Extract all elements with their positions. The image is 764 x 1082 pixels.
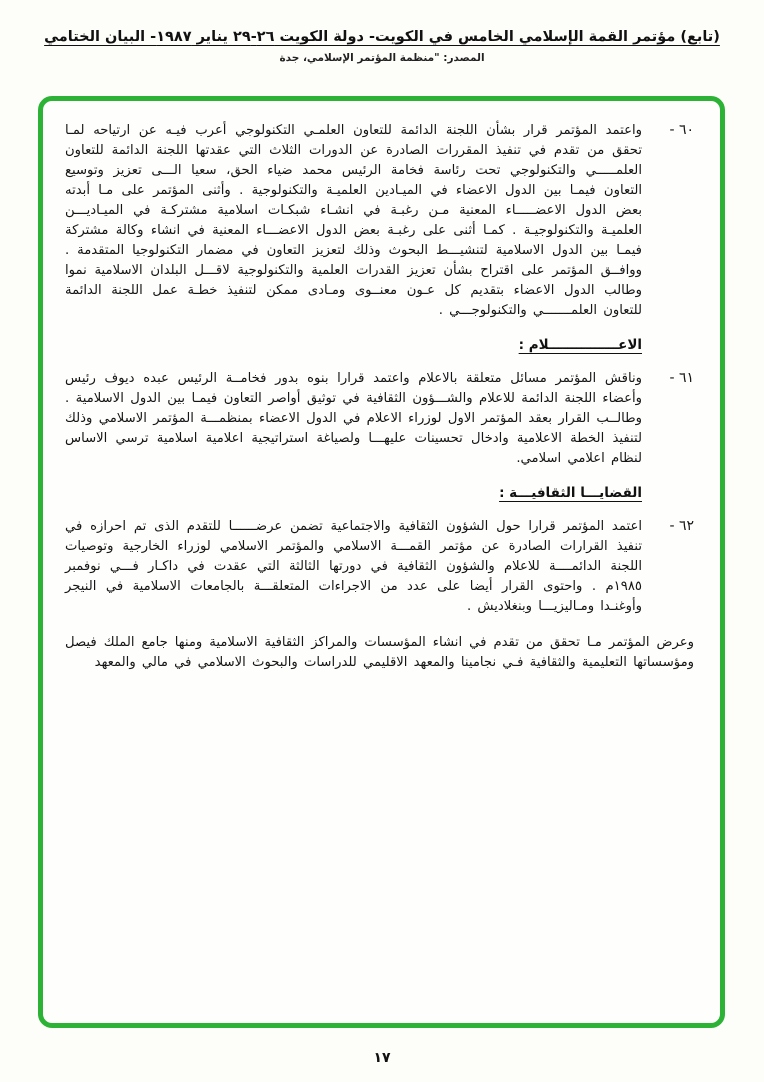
paragraph-61-number: ٦١ -	[669, 370, 694, 386]
paragraph-60	[65, 121, 694, 321]
header-title: (تابع) مؤتمر القمة الإسلامي الخامس في الكويت- دولة الكويت ٢٦-٢٩ يناير ١٩٨٧- البيان الختامي	[44, 29, 720, 45]
section-heading-cultural-affairs: القضايـــا الثقافيـــة :	[499, 485, 642, 501]
paragraph-60-text: واعتمد المؤتمر قرار بشأن اللجنة الدائمة للتعاون العلمـي التكنولوجي أعرب فيـه عن ارتياحه لمـا تحقق من تقدم في تنفيذ المقررات الصادرة عن الدورات الثلاث التي عقدتها اللجنة الدائمة للتعاون العلمـــــي والتكنولوجي تحت رئاسة فخامة الرئيس محمد ضياء الحق، سعيا الـــى تعزيز وتوسيع التعاون فيمـا بين الدول الاعضاء في الميـادين العلميـة والتكنولوجية . وأثنى المؤتمر على مـا أبدته بعض الدول الاعضـــــاء المعنية مـن رغبـة في انشـاء شبكـات اسلامية مشتركـة في الميـاديـــن العلميـة والتكنولوجيـة . كمـا أثنى على رغبـة بعض الدول الاعضـــاء المعنية في انشاء وكالة مشتركة فيمـا بين الدول الاسلامية لتنشيـــط البحوث وذلك لتعزيز التعاون في مضمار التكنولوجيا المتقدمة . ووافــق المؤتمر على اقتراح بشأن تعزيز القدرات العلمية والتكنولوجية لاقـــل البلدان الاسلامية نموا وطالب الدول الاعضاء بتقديم كل عـون معنــوى ومـادى ممكن لتنفيذ خطـة عمل اللجنة الدائمة للتعاون العلمـــــــي والتكنولوجـــي .	[65, 123, 642, 318]
content-border-frame	[38, 96, 725, 1028]
paragraph-61-text: وناقش المؤتمر مسائل متعلقة بالاعلام واعتمد قرارا بنوه بدور فخامــة الرئيس عبده ديوف رئيس وأعضاء اللجنة الدائمة للاعلام والشـــؤون الثقافية في توثيق أواصر التعاون فيمـا بين الدول الاسلامية . وطالــب القرار بعقد المؤتمر الاول لوزراء الاعلام في الدول الاعضاء بمنظمـــة المؤتمر الاسلامي وذلك لتنفيذ الخطة الاعلامية وادخال تحسينات عليهـــا ولصياغة استراتيجية اعلامية اسلامية ترسي الاساس لنظام اعلامي اسلامي.	[65, 371, 642, 466]
header-source-line: المصدر: "منظمة المؤتمر الإسلامي، جدة	[279, 52, 485, 64]
paragraph-61	[65, 369, 694, 469]
page-number: ١٧	[373, 1050, 391, 1066]
document-header	[0, 0, 764, 64]
paragraph-62-text: اعتمد المؤتمر قرارا حول الشؤون الثقافية والاجتماعية تضمن عرضــــــا للتقدم الذى تم احرازه في تنفيذ القرارات الصادرة عن مؤتمر القمـــة الاسلامي والمؤتمر الاسلامي لوزراء الخارجية وتوصيات اللجنة الدائمــــة للاعلام والشؤون الثقافية في دورتها الثالثة التي عقدت في داكـار فـــي نوفمبر ١٩٨٥م . واحتوى القرار أيضا على عدد من الاجراءات المتعلقـــة بالجامعات الاسلامية في النيجر وأوغنـدا ومـاليزيـــا وبنغلاديش .	[65, 519, 642, 614]
section-heading-media: الاعـــــــــــــــلام :	[518, 337, 642, 353]
paragraph-62-number: ٦٢ -	[669, 518, 694, 534]
closing-paragraph: وعرض المؤتمر مـا تحقق من تقدم في انشاء المؤسسات والمراكز الثقافية الاسلامية ومنها جامع الملك فيصل ومؤسساتها التعليمية والثقافية فـي نجامينا والمعهد الاقليمي للدراسات والبحوث الاسلامي في مالي والمعهد	[65, 635, 694, 670]
paragraph-60-number: ٦٠ -	[669, 122, 694, 138]
paragraph-62	[65, 517, 694, 617]
